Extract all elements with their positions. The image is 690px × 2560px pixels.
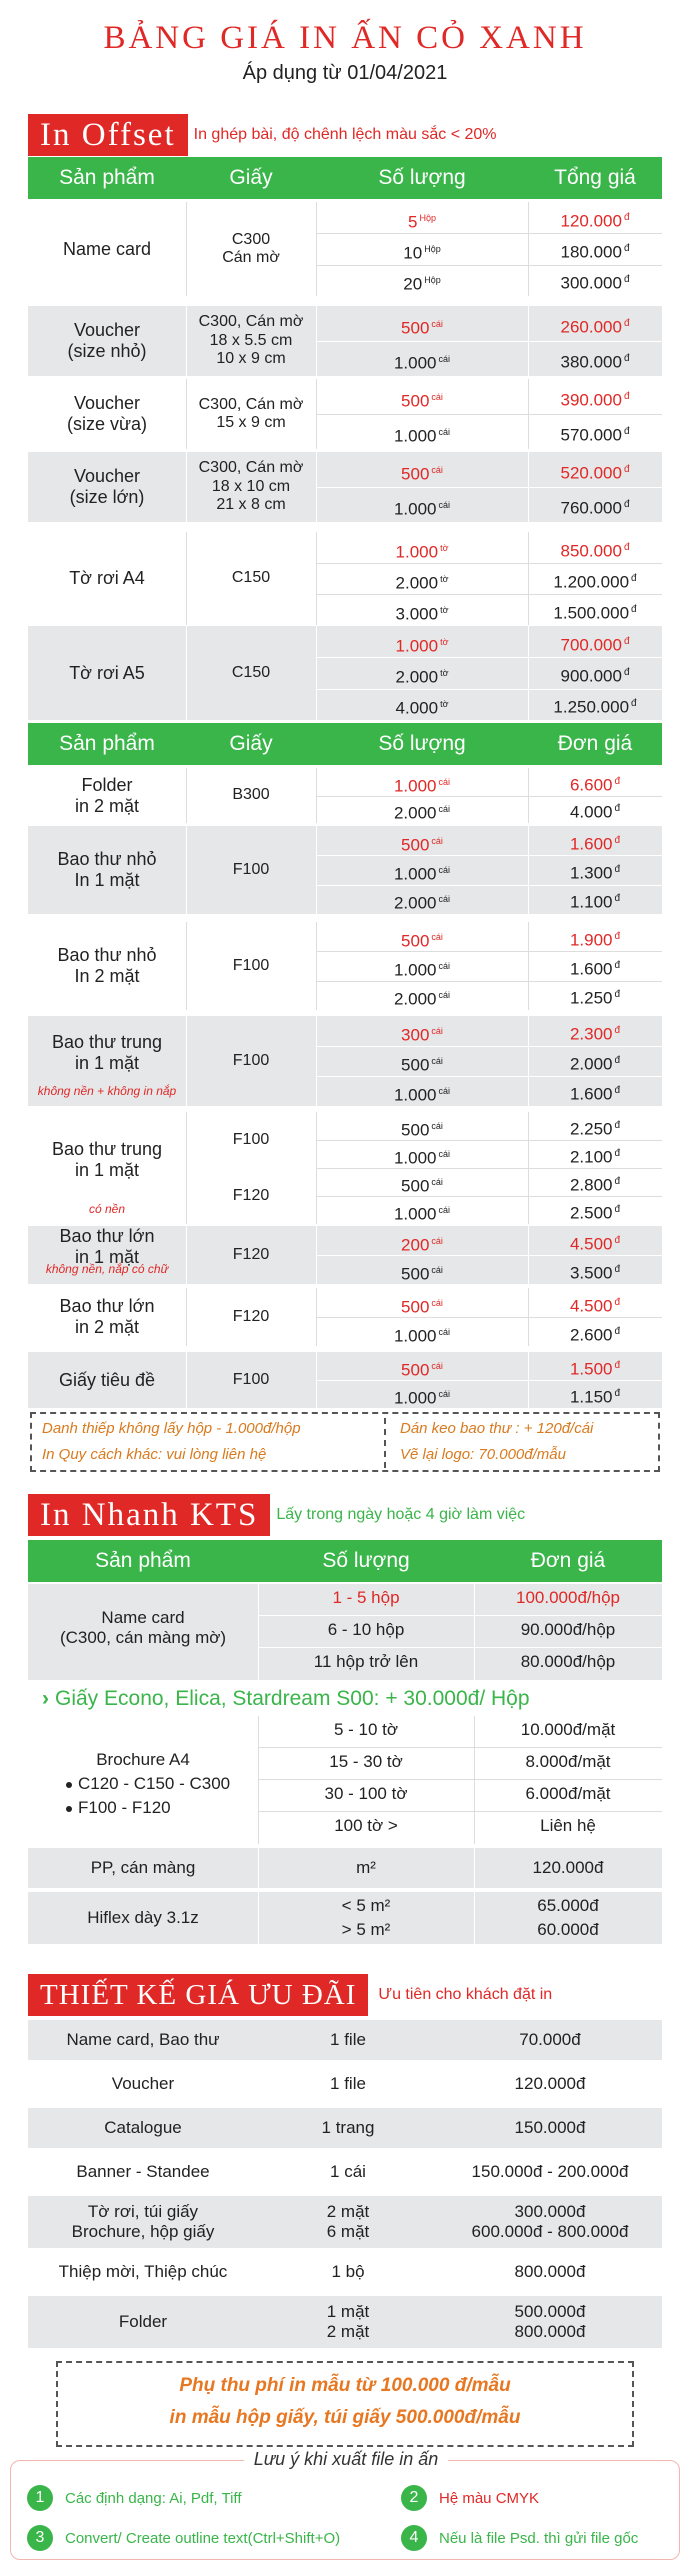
paper-type: C300, Cán mờ 18 x 10 cm 21 x 8 cm [198,459,304,514]
kts-pp-qty: m² [356,1858,376,1877]
design-item-name: Catalogue [104,2118,182,2138]
price-row [316,660,662,686]
price-row [316,857,662,883]
price-row [316,953,662,979]
kts-brochure-qty-2: 15 - 30 tờ [329,1752,403,1771]
design-item-name: Name card, Bao thư [66,2030,220,2050]
kts-namecard-qty-1: 1 - 5 hộp [332,1588,400,1607]
kts-hiflex-name: Hiflex dày 3.1z [87,1908,199,1927]
paper-type: C150 [231,569,271,587]
design-row [28,2108,662,2148]
price-row [316,828,662,854]
product-name: Voucher (size lớn) [69,466,145,507]
price-row [316,384,662,410]
col-header-qty: Số lượng [378,732,466,755]
price-row [316,566,662,592]
price-row [316,1141,662,1167]
quantity: 500 $^{cái}$ [401,391,443,411]
price-row [316,457,662,483]
product-note: có nền [88,1202,126,1216]
kts-namecard-qty-3: 11 hộp trở lên [313,1652,419,1671]
price: 1.300 $^đ$ [569,863,621,883]
offset-section-header [28,114,497,156]
product-name: Tờ rơi A4 [69,568,145,589]
product-name: Giấy tiêu đề [58,1369,156,1390]
price-row [316,886,662,912]
paper-type: F100 [232,860,270,878]
kts-hiflex-qty-1: < 5 m² [341,1896,391,1915]
design-item-name: Tờ rơi, túi giấy Brochure, hộp giấy [71,2202,215,2241]
offset-notes-box [30,1412,660,1472]
price: 520.000 $^đ$ [560,463,630,483]
kts-note: Lấy trong ngày hoặc 4 giờ làm việc [276,1506,526,1523]
tip-2: 2 Hệ màu CMYK [401,2485,539,2511]
offset-group-bt-trung-a [28,1016,662,1106]
design-row [28,2296,662,2348]
design-item-price: 800.000đ [514,2262,586,2282]
kts-pp-row [28,1848,662,1888]
price: 570.000 $^đ$ [560,425,630,445]
price: 4.000 $^đ$ [569,802,621,822]
paper-type: C300, Cán mờ 18 x 5.5 cm 10 x 9 cm [198,313,304,368]
design-item-name: Voucher [111,2074,175,2094]
price: 4.500 $^đ$ [569,1296,621,1316]
quantity: 500 $^{cái}$ [401,931,443,951]
quantity: 2.000 $^{cái}$ [393,989,451,1009]
price-row [316,924,662,950]
offset-group-bt-nho-2 [28,922,662,1010]
quantity: 1.000 $^{cái}$ [393,776,451,796]
page-title: BẢNG GIÁ IN ẤN CỎ XANH [103,20,587,56]
price: 260.000 $^đ$ [560,317,630,337]
design-row [28,2252,662,2292]
design-item-qty: 1 file [330,2074,366,2094]
price-row [316,597,662,623]
product-name: Bao thư trung in 1 mặt [51,1139,163,1180]
quantity: 2.000 $^{cái}$ [393,893,451,913]
product-name: Bao thư nhỏ In 2 mặt [57,945,157,986]
kts-table-header [28,1540,662,1582]
quantity: 500 $^{cái}$ [401,318,443,338]
price-row [316,1018,662,1044]
quantity: 500 $^{cái}$ [401,1055,443,1075]
kts-namecard-qty-2: 6 - 10 hộp [327,1620,405,1639]
kts-brochure-price-2: 8.000đ/mặt [525,1752,611,1771]
paper-type: C300, Cán mờ 15 x 9 cm [198,395,304,431]
design-item-qty: 1 bộ [331,2262,365,2282]
product-name: Bao thư nhỏ In 1 mặt [57,849,157,890]
offset-group-voucher-mid [28,379,662,449]
price-row [316,629,662,655]
price: 380.000 $^đ$ [560,352,630,372]
quantity: 1.000 $^{cái}$ [393,1204,451,1224]
price: 1.600 $^đ$ [569,959,621,979]
quantity: 1.000 $^{cái}$ [393,426,451,446]
quantity: 1.000 $^{cái}$ [393,960,451,980]
price: 4.500 $^đ$ [569,1234,621,1254]
footer-line-2: in mẫu hộp giấy, túi giấy 500.000đ/mẫu [169,2407,521,2428]
design-item-price: 500.000đ 800.000đ [514,2302,586,2341]
page-subtitle: Áp dụng từ 01/04/2021 [242,62,448,84]
design-item-price: 300.000đ 600.000đ - 800.000đ [471,2202,629,2241]
price: 1.250 $^đ$ [569,988,621,1008]
design-section-header [28,1974,552,2016]
quantity: 1.000 $^{tờ}$ [395,636,449,656]
paper-type: B300 [232,786,270,804]
kts-namecard-price-2: 90.000đ/hộp [520,1620,616,1639]
design-item-name: Thiệp mời, Thiệp chúc [58,2262,228,2282]
note-logo: Vẽ lại logo: 70.000đ/mẫu [400,1446,566,1463]
price: 900.000 $^đ$ [560,666,630,686]
design-item-name: Banner - Standee [76,2162,210,2182]
price: 300.000 $^đ$ [560,273,630,293]
price-row [316,492,662,518]
price-row [316,236,662,262]
price-row [316,1113,662,1139]
price: 2.600 $^đ$ [569,1325,621,1345]
col-header-unit-price: Đơn giá [557,732,633,755]
price: 2.000 $^đ$ [569,1054,621,1074]
quantity: 5 $^{Hộp}$ [408,212,436,232]
product-name: Name card [62,238,152,259]
price-row [316,419,662,445]
price-row [316,1319,662,1345]
kts-econo-text: Giấy Econo, Elica, Stardream S00: + 30.000đ/ Hộp [55,1687,530,1710]
price: 6.600 $^đ$ [569,775,621,795]
price-row [316,205,662,231]
quantity: 500 $^{cái}$ [401,1264,443,1284]
price: 1.250.000 $^đ$ [553,697,637,717]
col-header-product: Sản phẩm [95,1549,191,1572]
paper-type: F100 [232,1370,270,1388]
quantity: 1.000 $^{cái}$ [393,1326,451,1346]
note-no-box: Danh thiếp không lấy hộp - 1.000đ/hộp [42,1420,301,1437]
price: 760.000 $^đ$ [560,498,630,518]
design-item-name: Folder [118,2312,168,2332]
price: 1.600 $^đ$ [569,834,621,854]
kts-brochure-price-3: 6.000đ/mặt [525,1784,611,1803]
footer-line-1: Phụ thu phí in mẫu từ 100.000 đ/mẫu [179,2375,511,2396]
kts-hiflex-price-2: 60.000đ [537,1920,599,1939]
tips-title: Lưu ý khi xuất file in ấn [11,2449,681,2470]
offset-group-bt-lon-2 [28,1288,662,1346]
quantity: 1.000 $^{cái}$ [393,353,451,373]
kts-pp-price: 120.000đ [532,1858,604,1877]
quantity: 500 $^{cái}$ [401,835,443,855]
product-name: Voucher (size vừa) [66,393,148,434]
kts-label: In Nhanh KTS [28,1494,270,1536]
kts-section-header [28,1494,525,1536]
price: 1.100 $^đ$ [569,892,621,912]
price: 390.000 $^đ$ [560,390,630,410]
kts-namecard-name: Name card (C300, cán màng mờ) [59,1608,227,1648]
price-row [316,267,662,293]
price: 850.000 $^đ$ [560,541,630,561]
paper-type: F100 [232,1051,270,1069]
offset-group-bt-trung-b [28,1112,662,1224]
price: 2.500 $^đ$ [569,1203,621,1223]
price: 2.100 $^đ$ [569,1147,621,1167]
quantity: 500 $^{cái}$ [401,1297,443,1317]
quantity: 4.000 $^{tờ}$ [395,698,449,718]
kts-pp-name: PP, cán màng [90,1858,196,1877]
offset-table-header [28,157,662,199]
footer-box [56,2361,634,2447]
col-header-qty: Số lượng [378,166,466,189]
offset-group-bt-lon-1 [28,1226,662,1284]
design-item-qty: 1 file [330,2030,366,2050]
quantity: 2.000 $^{cái}$ [393,803,451,823]
tip-3: 3 Convert/ Create outline text(Ctrl+Shift+O) [27,2525,340,2551]
price: 700.000 $^đ$ [560,635,630,655]
kts-brochure-price-1: 10.000đ/mặt [520,1720,616,1739]
quantity: 3.000 $^{tờ}$ [395,604,449,624]
price-row [316,1257,662,1283]
price: 1.200.000 $^đ$ [553,572,637,592]
design-row [28,2196,662,2248]
price-row [316,691,662,717]
paper-type: F100 [232,956,270,974]
quantity: 2.000 $^{tờ}$ [395,573,449,593]
paper-type: C150 [231,663,271,681]
tips-box [10,2449,680,2560]
quantity: 500 $^{cái}$ [401,1176,443,1196]
design-label: THIẾT KẾ GIÁ ƯU ĐÃI [28,1974,368,2016]
kts-brochure-group [28,1716,662,1844]
kts-namecard-price-1: 100.000đ/hộp [516,1588,620,1607]
product-name: Tờ rơi A5 [69,662,145,683]
quantity: 1.000 $^{cái}$ [393,864,451,884]
kts-brochure-qty-1: 5 - 10 tờ [333,1720,399,1739]
kts-brochure-price-4: Liên hệ [540,1816,596,1835]
price-row [316,1228,662,1254]
design-item-price: 150.000đ - 200.000đ [471,2162,629,2182]
quantity: 1.000 $^{cái}$ [393,1085,451,1105]
col-header-qty: Số lượng [322,1549,410,1572]
offset-group-bt-nho-1 [28,826,662,914]
design-item-price: 70.000đ [519,2030,581,2050]
product-note: không nền, nắp có chữ [45,1262,169,1276]
kts-namecard-group [28,1584,662,1680]
offset-group-a4 [28,532,662,625]
design-note: Ưu tiên cho khách đặt in [378,1986,553,2003]
quantity: 20 $^{Hộp}$ [403,274,441,294]
quantity: 1.000 $^{cái}$ [393,1388,451,1408]
price: 3.500 $^đ$ [569,1263,621,1283]
price: 2.250 $^đ$ [569,1119,621,1139]
price: 180.000 $^đ$ [560,242,630,262]
paper-type: C300 Cán mờ [222,230,280,266]
product-name: Bao thư lớn in 1 mặt [59,1226,155,1267]
price-row [316,1048,662,1074]
kts-brochure-qty-4: 100 tờ > [334,1816,398,1835]
quantity: 1.000 $^{cái}$ [393,499,451,519]
paper-type: F120 [232,1186,270,1204]
col-header-paper: Giấy [229,166,273,189]
offset-note: In ghép bài, độ chênh lệch màu sắc < 20% [193,126,497,143]
offset-table-header-2 [28,723,662,765]
design-item-qty: 1 mặt 2 mặt [326,2302,370,2341]
price-row [316,1197,662,1223]
quantity: 500 $^{cái}$ [401,1360,443,1380]
price-row [316,982,662,1008]
tip-1: 1 Các định dạng: Ai, Pdf, Tiff [27,2485,242,2511]
design-row [28,2020,662,2060]
product-name: Folder in 2 mặt [74,774,140,816]
price-row [316,769,662,795]
product-name: Bao thư trung in 1 mặt [51,1032,163,1073]
quantity: 1.000 $^{tờ}$ [395,542,449,562]
price: 1.150 $^đ$ [569,1387,621,1407]
paper-type: F120 [232,1307,270,1325]
price: 2.800 $^đ$ [569,1175,621,1195]
kts-econo-note: › Giấy Econo, Elica, Stardream S00: + 30.000đ/ Hộp [42,1687,530,1710]
price: 1.500.000 $^đ$ [553,603,637,623]
quantity: 1.000 $^{cái}$ [393,1148,451,1168]
col-header-total: Tổng giá [554,166,636,189]
price: 120.000 $^đ$ [560,211,630,231]
kts-brochure-name: Brochure A4 [96,1750,190,1769]
kts-brochure-qty-3: 30 - 100 tờ [324,1784,408,1803]
col-header-unit-price: Đơn giá [530,1549,606,1572]
offset-group-a5 [28,626,662,720]
kts-brochure-bullet-2: F100 - F120 [66,1798,171,1818]
kts-brochure-bullet-1: C120 - C150 - C300 [66,1774,230,1794]
price: 2.300 $^đ$ [569,1024,621,1044]
offset-group-voucher-large [28,452,662,522]
col-header-paper: Giấy [229,732,273,755]
product-note: không nền + không in nắp [37,1084,177,1098]
offset-label: In Offset [28,114,188,156]
quantity: 200 $^{cái}$ [401,1235,443,1255]
note-glue: Dán keo bao thư : + 120đ/cái [400,1420,594,1437]
offset-group-voucher-small [28,306,662,376]
design-item-price: 150.000đ [514,2118,586,2138]
col-header-product: Sản phẩm [59,732,155,755]
paper-type: F100 [232,1130,270,1148]
design-item-qty: 2 mặt 6 mặt [326,2202,370,2241]
price-row [316,1169,662,1195]
design-row [28,2152,662,2192]
price: 1.900 $^đ$ [569,930,621,950]
product-name: Bao thư lớn in 2 mặt [59,1296,155,1337]
kts-hiflex-qty-2: > 5 m² [341,1920,391,1939]
quantity: 10 $^{Hộp}$ [403,243,441,263]
price-row [316,1290,662,1316]
design-item-price: 120.000đ [514,2074,586,2094]
product-name: Voucher (size nhỏ) [67,320,147,361]
price: 1.500 $^đ$ [569,1359,621,1379]
design-item-qty: 1 trang [321,2118,375,2138]
quantity: 500 $^{cái}$ [401,1120,443,1140]
design-row [28,2064,662,2104]
note-other-spec: In Quy cách khác: vui lòng liên hệ [42,1446,267,1463]
kts-hiflex-row [28,1892,662,1944]
price-row [316,1078,662,1104]
price-row [316,346,662,372]
quantity: 2.000 $^{tờ}$ [395,667,449,687]
paper-type: F120 [232,1245,270,1263]
price-row [316,311,662,337]
price: 1.600 $^đ$ [569,1084,621,1104]
price-row [316,796,662,822]
kts-namecard-price-3: 80.000đ/hộp [520,1652,616,1671]
offset-group-giay-tieu-de [28,1352,662,1408]
design-item-qty: 1 cái [330,2162,366,2182]
price-row [316,1381,662,1407]
quantity: 300 $^{cái}$ [401,1025,443,1045]
price-row [316,535,662,561]
quantity: 500 $^{cái}$ [401,464,443,484]
kts-hiflex-price-1: 65.000đ [537,1896,599,1915]
col-header-product: Sản phẩm [59,166,155,189]
offset-group-folder [28,768,662,823]
price-row [316,1353,662,1379]
offset-group-namecard [28,202,662,296]
tip-4: 4 Nếu là file Psd. thì gửi file gốc [401,2525,638,2551]
